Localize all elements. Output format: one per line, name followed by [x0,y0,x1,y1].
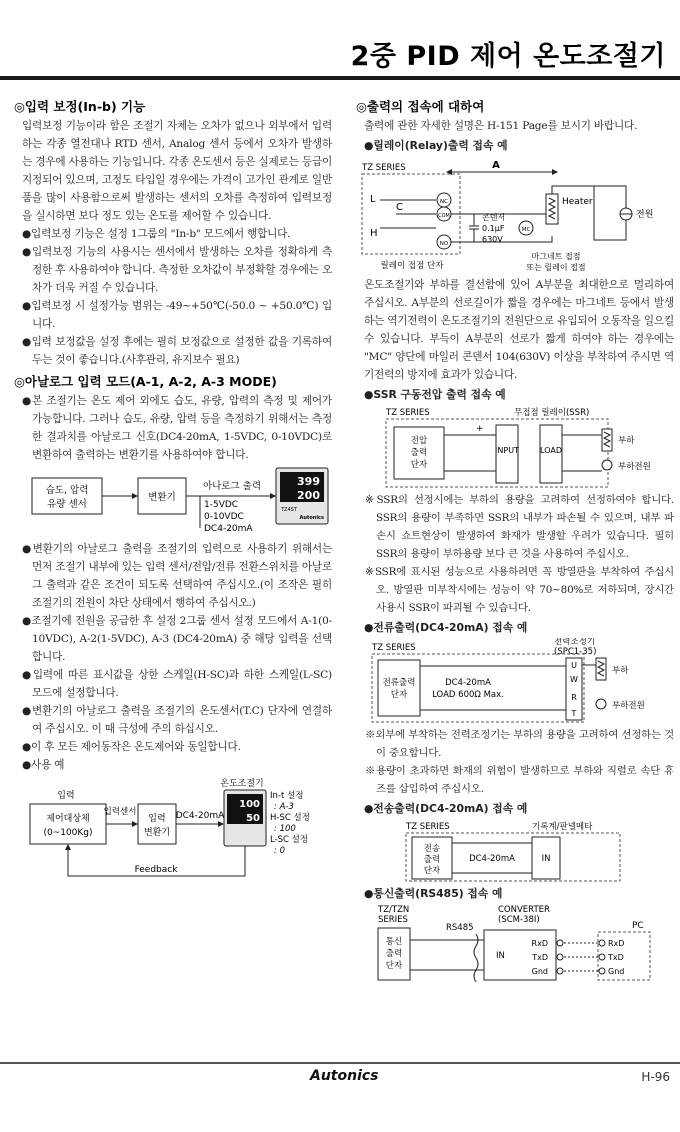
output-option: DC4-20mA [204,524,253,534]
signal-label: DC4-20mA [175,811,225,821]
trans-signal: DC4-20mA [469,854,515,864]
output-option: 0-10VDC [204,512,244,522]
ssr-note: ※SSR의 선정시에는 부하의 용량을 고려하여 선정하여야 합니다. SSR의 용량이 부족하면 SSR의 내부가 파손될 수 있으며, 내부 파손시 쇼트현상이 발생하여 화재가 발생할 우려가 있습니다. 필히 SSR의 용량이 부하용량 보다 큰 것을 사용하여 주십시오. [365,494,674,560]
relay-text: 온도조절기와 부하를 결선함에 있어 A부분을 최대한으로 멀리하여 주십시오. A부분의 선로길이가 짧을 경우에는 마그네트 등에서 발생하는 역기전력이 온도조절기의 전원단으로 유입되어 오동작을 일으킬 수 있습니다. 부득이 A부분의 선로가 짧게 하여야 하는 경우에는 "MC" 양단에 마일러 콘덴서 104(630V) 이상을 부착하여 주시면 역기전력의 방지에 효과가 있습니다. [364,279,674,381]
range-label: (0~100Kg) [43,828,93,838]
rs485-term: 통신 [385,937,403,947]
current-power-label: 부하전원 [612,701,645,711]
ssr-load-label: 부하 [618,436,635,446]
relay-diagram [356,156,674,274]
series-label: TZ SERIES [362,163,406,173]
model-label: TZ4ST [281,507,297,513]
series-label-2: SERIES [378,915,408,925]
target-label: 제어대상체 [46,814,90,824]
current-load-label: 부하 [612,666,629,676]
mag-label-2: 또는 릴레이 접점 [526,263,586,272]
output-intro: 출력에 관한 자세한 설명은 H-151 Page를 보시기 바랍니다. [364,120,638,132]
relay-H: H [370,228,378,239]
page-title: 2중 PID 제어 온도조절기 [350,41,666,72]
spc-port: R [571,693,577,702]
rs485-diagram [356,904,674,986]
series-label: TZ SERIES [386,408,430,418]
ssr-term: 단자 [410,460,428,470]
trans-in: IN [541,854,551,864]
ssr-term: 전압 [410,436,428,446]
relay-L: L [370,194,376,205]
converter-model: (SCM-38I) [498,915,540,925]
term-com: COM [438,213,450,219]
ssr-label: 무접점 릴레이(SSR) [514,408,590,418]
setting-name: H-SC 설정 [270,813,310,823]
trans-term: 단자 [423,866,441,876]
bullet: ●입력보정 기능의 사용시는 센서에서 발생하는 오차를 정확하게 측정한 후 사용하여야 합니다. 측정한 오차값이 부정확할 경우에는 오차가 더욱 커질 수 있습니다. [22,246,332,294]
section-title-input-correction: ◎입력 보정(In-b) 기능 [14,99,146,114]
cap-label: 콘덴서 [482,213,506,222]
current-term: 단자 [390,690,408,700]
display-sv: 50 [246,813,260,824]
bullet: ●입력 보정값을 설정 후에는 필히 보정값으로 설정한 값을 기록하여 두는 것이 좋습니다.(사후관리, 유지보수 필요) [22,336,332,366]
spc-port: W [570,675,578,684]
current-signal: DC4-20mA [445,678,491,688]
section-title-output-connection: ◎출력의 접속에 대하여 [356,99,485,114]
ssr-term: 출력 [410,448,428,458]
sensor-label: 입력센서 [103,807,137,817]
feedback-label: Feedback [134,865,178,875]
cap-voltage: 630V [482,235,503,244]
relay-title: ●릴레이(Relay)출력 접속 예 [364,139,508,152]
transmission-diagram [356,819,674,883]
pc-pin: RxD [608,939,625,948]
pc-pin: Gnd [608,967,625,976]
setting-value: : 100 [274,824,296,834]
pin-label: RxD [531,939,548,948]
series-label: TZ/TZN [378,905,410,915]
cap-value: 0.1μF [482,224,505,233]
trans-term: 전송 [423,844,441,854]
converter-label: CONVERTER [498,905,550,915]
current-load: LOAD 600Ω Max. [432,690,504,700]
right-column [356,98,674,988]
setting-name: L-SC 설정 [270,835,309,845]
heater-label: Heater [562,197,593,207]
section-A-label: A [492,160,500,171]
bullet: ●사용 예 [22,759,65,771]
spc-port: T [571,709,577,718]
trans-title: ●전송출력(DC4-20mA) 접속 예 [364,802,528,815]
display-sv: 200 [297,489,320,502]
relay-term-label: 릴레이 접점 단자 [380,261,444,271]
power-label: 전원 [636,210,654,220]
mc-label: MC [521,227,531,233]
series-label: TZ SERIES [406,822,450,832]
sensor-label-2: 유량 센서 [47,499,87,510]
setting-name: In-t 설정 [270,791,304,801]
rs485-in: IN [496,951,505,961]
section-title-analog-input: ◎아날로그 입력 모드(A-1, A-2, A-3 MODE) [14,374,277,389]
series-label: TZ SERIES [372,643,416,653]
current-title: ●전류출력(DC4-20mA) 접속 예 [364,621,528,634]
controller-device [276,468,328,524]
display-pv: 399 [297,475,320,488]
recorder-label: 기록계/판넬메타 [532,822,593,832]
converter-label: 변환기 [148,492,176,503]
input-label: 입력 [57,791,75,801]
current-term: 전류출력 [382,678,416,688]
pc-pin: TxD [608,953,624,962]
page-number: H-96 [641,1070,670,1084]
setting-value: : A-3 [274,802,294,812]
bullet: ●변환기의 아날로그 출력을 조절기의 입력으로 사용하기 위해서는 먼저 조절기 내부에 있는 입력 센서/전압/전류 전환스위치를 아날로그 출력과 같은 조건이 되도록 선택하여 주십시오.(이 조작은 필히 조절기의 전원이 차단 상태에서 행하여 주십시오.) [22,543,332,609]
footer-rule [0,1062,680,1064]
term-no: NO [439,241,449,247]
ssr-title: ●SSR 구동전압 출력 접속 예 [364,388,506,401]
ssr-note: ※SSR에 표시된 성능으로 사용하려면 꼭 방열판을 부착하여 주십시오. 방열판 미부착시에는 성능이 약 70~80%로 저하되며, 장시간 사용시 SSR이 파괴될 수 있습니다. [365,566,674,614]
converter-label-2: 변환기 [143,828,171,838]
header-rule [0,76,680,80]
rs485-term: 출력 [385,949,403,959]
controller-label: 온도조절기 [220,779,264,789]
bullet: ●조절기에 전원을 공급한 후 설정 2그룹 센서 설정 모드에서 A-1(0-10VDC), A-2(1-5VDC), A-3 (DC4-20mA) 중 해당 입력을 선택합니다. [22,615,332,663]
usage-example-diagram [14,776,332,881]
converter-label: 입력 [148,814,166,824]
rs485-term: 단자 [385,961,403,971]
trans-term: 출력 [423,855,441,865]
pin-label: TxD [532,953,548,962]
spc-label: 전력조정기 [554,638,596,647]
ssr-load: LOAD [540,446,562,455]
mag-label: 마그네트 접점 [531,252,581,261]
bullet: ●본 조절기는 온도 제어 외에도 습도, 유량, 압력의 측정 및 제어가 가능합니다. 그러나 습도, 유량, 압력 등을 측정하기 위해서는 측정한 결과치를 아날로그 신호(DC4-20mA, 1-5VDC, 0-10VDC)로 변환하여 출력하는 변환기를 사용하여야 합니다. [22,395,332,461]
pin-label: Gnd [531,967,548,976]
analog-output-label: 아나로그 출력 [202,481,262,492]
analog-converter-diagram [14,466,332,538]
rs485-title: ●통신출력(RS485) 접속 예 [364,887,503,900]
svg-text:+: + [476,424,484,434]
bullet: ●입력보정 시 설정가능 범위는 -49~+50℃(-50.0 ~ +50.0℃) 입니다. [22,300,332,330]
bullet: ●이 후 모든 제어동작은 온도제어와 동일합니다. [22,741,241,753]
term-nc: NC [440,199,448,205]
footer-brand: Autonics [310,1068,379,1084]
sensor-label: 습도, 압력 [45,485,89,496]
ssr-power-label: 부하전원 [618,462,651,472]
controller-device [224,790,266,846]
relay-C: C [396,202,403,213]
spc-port: U [571,661,577,670]
rs485-label: RS485 [446,923,474,933]
bullet: ●변환기의 아날로그 출력을 조절기의 온도센서(T.C) 단자에 연결하여 주십시오. 이 때 극성에 주의 하십시오. [22,705,332,735]
pc-label: PC [632,921,644,931]
ssr-diagram [356,405,674,489]
setting-value: : 0 [274,846,285,856]
spc-model: (SPC1-35) [554,647,597,657]
current-note: ※외부에 부착하는 전력조정기는 부하의 용량을 고려하여 선정하는 것이 중요합니다. [365,729,674,759]
input-correction-intro: 입력보정 기능이라 함은 조절기 자체는 오차가 없으나 외부에서 입력하는 각종 열전대나 RTD 센서, Analog 센서 등에서 오차가 발생하는 경우에 사용하는 기능입니다. 각종 온도센서 등은 실제로는 등급이 지정되어 있으며, 고정도 타입일 경우에는 가격이 고가인 관계로 일반품을 많이 사용함으로써 발생하는 센서의 오차를 측정하여 입력보정을 실시하면 보다 정도 있는 온도를 제어할 수 있습니다. [22,120,332,222]
bullet: ●입력에 따른 표시값을 상한 스케일(H-SC)과 하한 스케일(L-SC) 모드에 설정합니다. [22,669,332,699]
current-output-diagram [356,638,674,724]
bullet: ●입력보정 기능은 설정 1그룹의 "In-b" 모드에서 행합니다. [22,228,291,240]
ssr-input: INPUT [495,446,519,455]
current-note: ※용량이 초과하면 화재의 위험이 발생하므로 부하와 직렬로 속단 휴즈를 삽입하여 주십시오. [365,765,674,795]
left-column [14,98,332,883]
device-brand: Autonics [299,515,324,521]
display-pv: 100 [239,799,260,810]
output-option: 1-5VDC [204,500,239,510]
